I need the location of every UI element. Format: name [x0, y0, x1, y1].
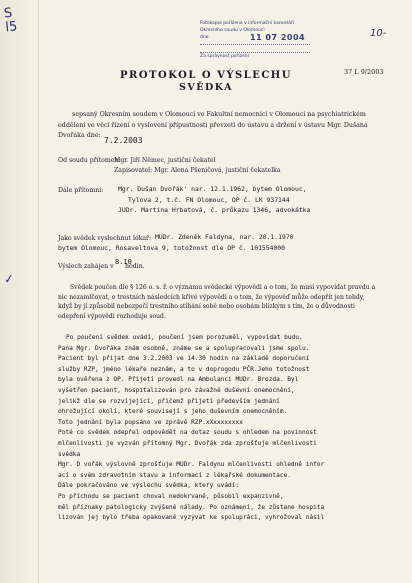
- margin-handwriting: S l5: [3, 5, 19, 36]
- transcript-line: ohrožující okolí, které souvisejí s jeho duševním onemocněním.: [58, 408, 288, 416]
- transcript-line: byla ověřena z OP. Přijetí provedl na Ambulanci MUDr. Brozda. Byl: [58, 376, 299, 384]
- document-subtitle: SVĚDKA: [179, 82, 233, 93]
- attendance-clerk: Zapisovatel: Mgr. Alena Pšeničová, justiční čekatelka: [114, 167, 281, 174]
- attendance-judge: Mgr. Jiří Němec, justiční čekatel: [114, 157, 216, 164]
- transcript-line: jelikž dle se rozvíjející, přičemž přijetí především jednání: [58, 397, 280, 405]
- case-number: 37 L 9/2003: [344, 68, 384, 76]
- stamp-date: 11 07 2004: [250, 33, 306, 42]
- stamp-line-1: Fotokopie pořízena v informační kanceláři: [200, 21, 295, 26]
- stamp-line-2: Okresního soudu v Olomouci: [200, 28, 265, 33]
- stamp-date-row: [200, 34, 310, 45]
- transcript-line: Po příchodu se pacient choval nedokrvaně, působil expanzivně,: [58, 492, 284, 500]
- caution-line: Svědek poučen dle § 126 o. s. ř. o významu svědecké výpovědi a o tom, že musí vypovídat pravdu a: [70, 284, 376, 291]
- hearing-start-unit: hodin.: [125, 263, 145, 270]
- hearing-start-time: 8.10: [115, 258, 132, 266]
- caution-line: když by jí způsobil nebezpečí trestního stíhání sobě nebo osobám blízkým s tím, že o důvodnosti: [58, 303, 355, 311]
- others-line-3: JUDr. Martina Hrbatová, č. průkazu 1346, advokátka: [118, 206, 311, 214]
- others-line-2: Tylova 2, t.č. FN Olomouc, OP č. LK 937144: [128, 195, 290, 204]
- transcript-line: vyšetřen pacient, hospitalizován pro závažné duševní onemocnění,: [58, 386, 295, 394]
- witness-caution: [58, 283, 393, 321]
- witness-name: MUDr. Zdeněk Faldyna, nar. 20.1.1970: [155, 233, 294, 241]
- hearing-date: 7.2.2003: [104, 136, 143, 145]
- transcript-line: Po poučení svědek uvádí, poučení jsem porozuměl, vypovídat budu.: [66, 334, 303, 341]
- witness-label: Jako svědek vyslechnut lékař:: [58, 235, 152, 242]
- stamp-date-label: dne: [200, 35, 209, 40]
- attendance-label: Od soudu přítomen:: [58, 157, 121, 164]
- margin-tick-mark: ✓: [3, 271, 15, 287]
- stamp-dotted-line: [200, 45, 310, 53]
- copy-stamp: [200, 20, 310, 64]
- stamp-line-4: Za správnost pořízení: [200, 54, 249, 59]
- transcript-line: služby RZP, jméno lékaře neznám, a to v doprogodu PČR.Jeho totožnost: [58, 365, 310, 373]
- witness-address: bytem Olomouc, Rosaveltova 9, totožnost dle OP č. 101554000: [58, 244, 286, 252]
- testimony-transcript: [58, 333, 398, 524]
- intro-paragraph: sepsaný Okresním soudem v Olomouci ve Fakultní nemocnici v Olomouci na psychiatrickém oddělení ve věci řízení o vyslovení přípustnosti převzetí do ústavu a držení v ústavu Mgr. Dušana Dvořáka dne:: [58, 111, 368, 139]
- transcript-line: měl příznaky patologicky zvýšené nálady. Po oznámení, že zůstane hospita: [58, 503, 325, 511]
- transcript-line: Poté co svědek odepřel odpovědět na dotaz soudu s ohledem na povinnost: [58, 429, 317, 437]
- caution-line: nic nezamlčovat, o trestních následcích křivé výpovědi a o tom, že výpověď může odepřít jen tehdy,: [58, 293, 365, 301]
- others-line-1: Mgr. Dušan Dvořák' nar. 12.1.1962, bytem Olomouc,: [118, 185, 307, 193]
- transcript-line: Dále pokračováno ve výslechu svědka, který uvádí:: [58, 482, 240, 490]
- transcript-line: Pacient byl přijat dne 3.2.2003 ve 14.30 hodin na základě doporučení: [58, 355, 310, 363]
- transcript-line: Pana Mgr. Dvořáka znám osobně, známe se a spolupracovali jsme spolu.: [58, 344, 310, 352]
- hearing-start-label: Výslech zahájen v: [58, 263, 114, 270]
- transcript-line: svědka: [58, 450, 81, 458]
- transcript-line: ací o svém zdravotním stavu a informací z lékařské dokumentace.: [58, 471, 291, 479]
- caution-line: odepření výpovědi rozhoduje soud.: [58, 312, 166, 320]
- others-present-list: [118, 184, 408, 216]
- transcript-line: mlčenlivosti je vyzván přítomný Mgr. Dvořák zda zprošťuje mlčenlivosti: [58, 439, 317, 447]
- transcript-line: Toto jednání byla popsáno ve zprávě RZP.xXxxxxxxxx: [58, 418, 243, 426]
- document-title: PROTOKOL O VÝSLECHU: [120, 70, 292, 81]
- handwritten-page-mark: 10-: [370, 28, 387, 39]
- transcript-line: Mgr. D vořák výslovně zprošťuje MUDr. Faldynu mlčenlivosti ohledně infor: [58, 461, 325, 469]
- others-present-label: Dále přítomni:: [58, 187, 104, 194]
- transcript-line: lizován jej bylo třeba opakovaně vyzývat ke spolupráci, vyhrožoval násil: [58, 514, 325, 522]
